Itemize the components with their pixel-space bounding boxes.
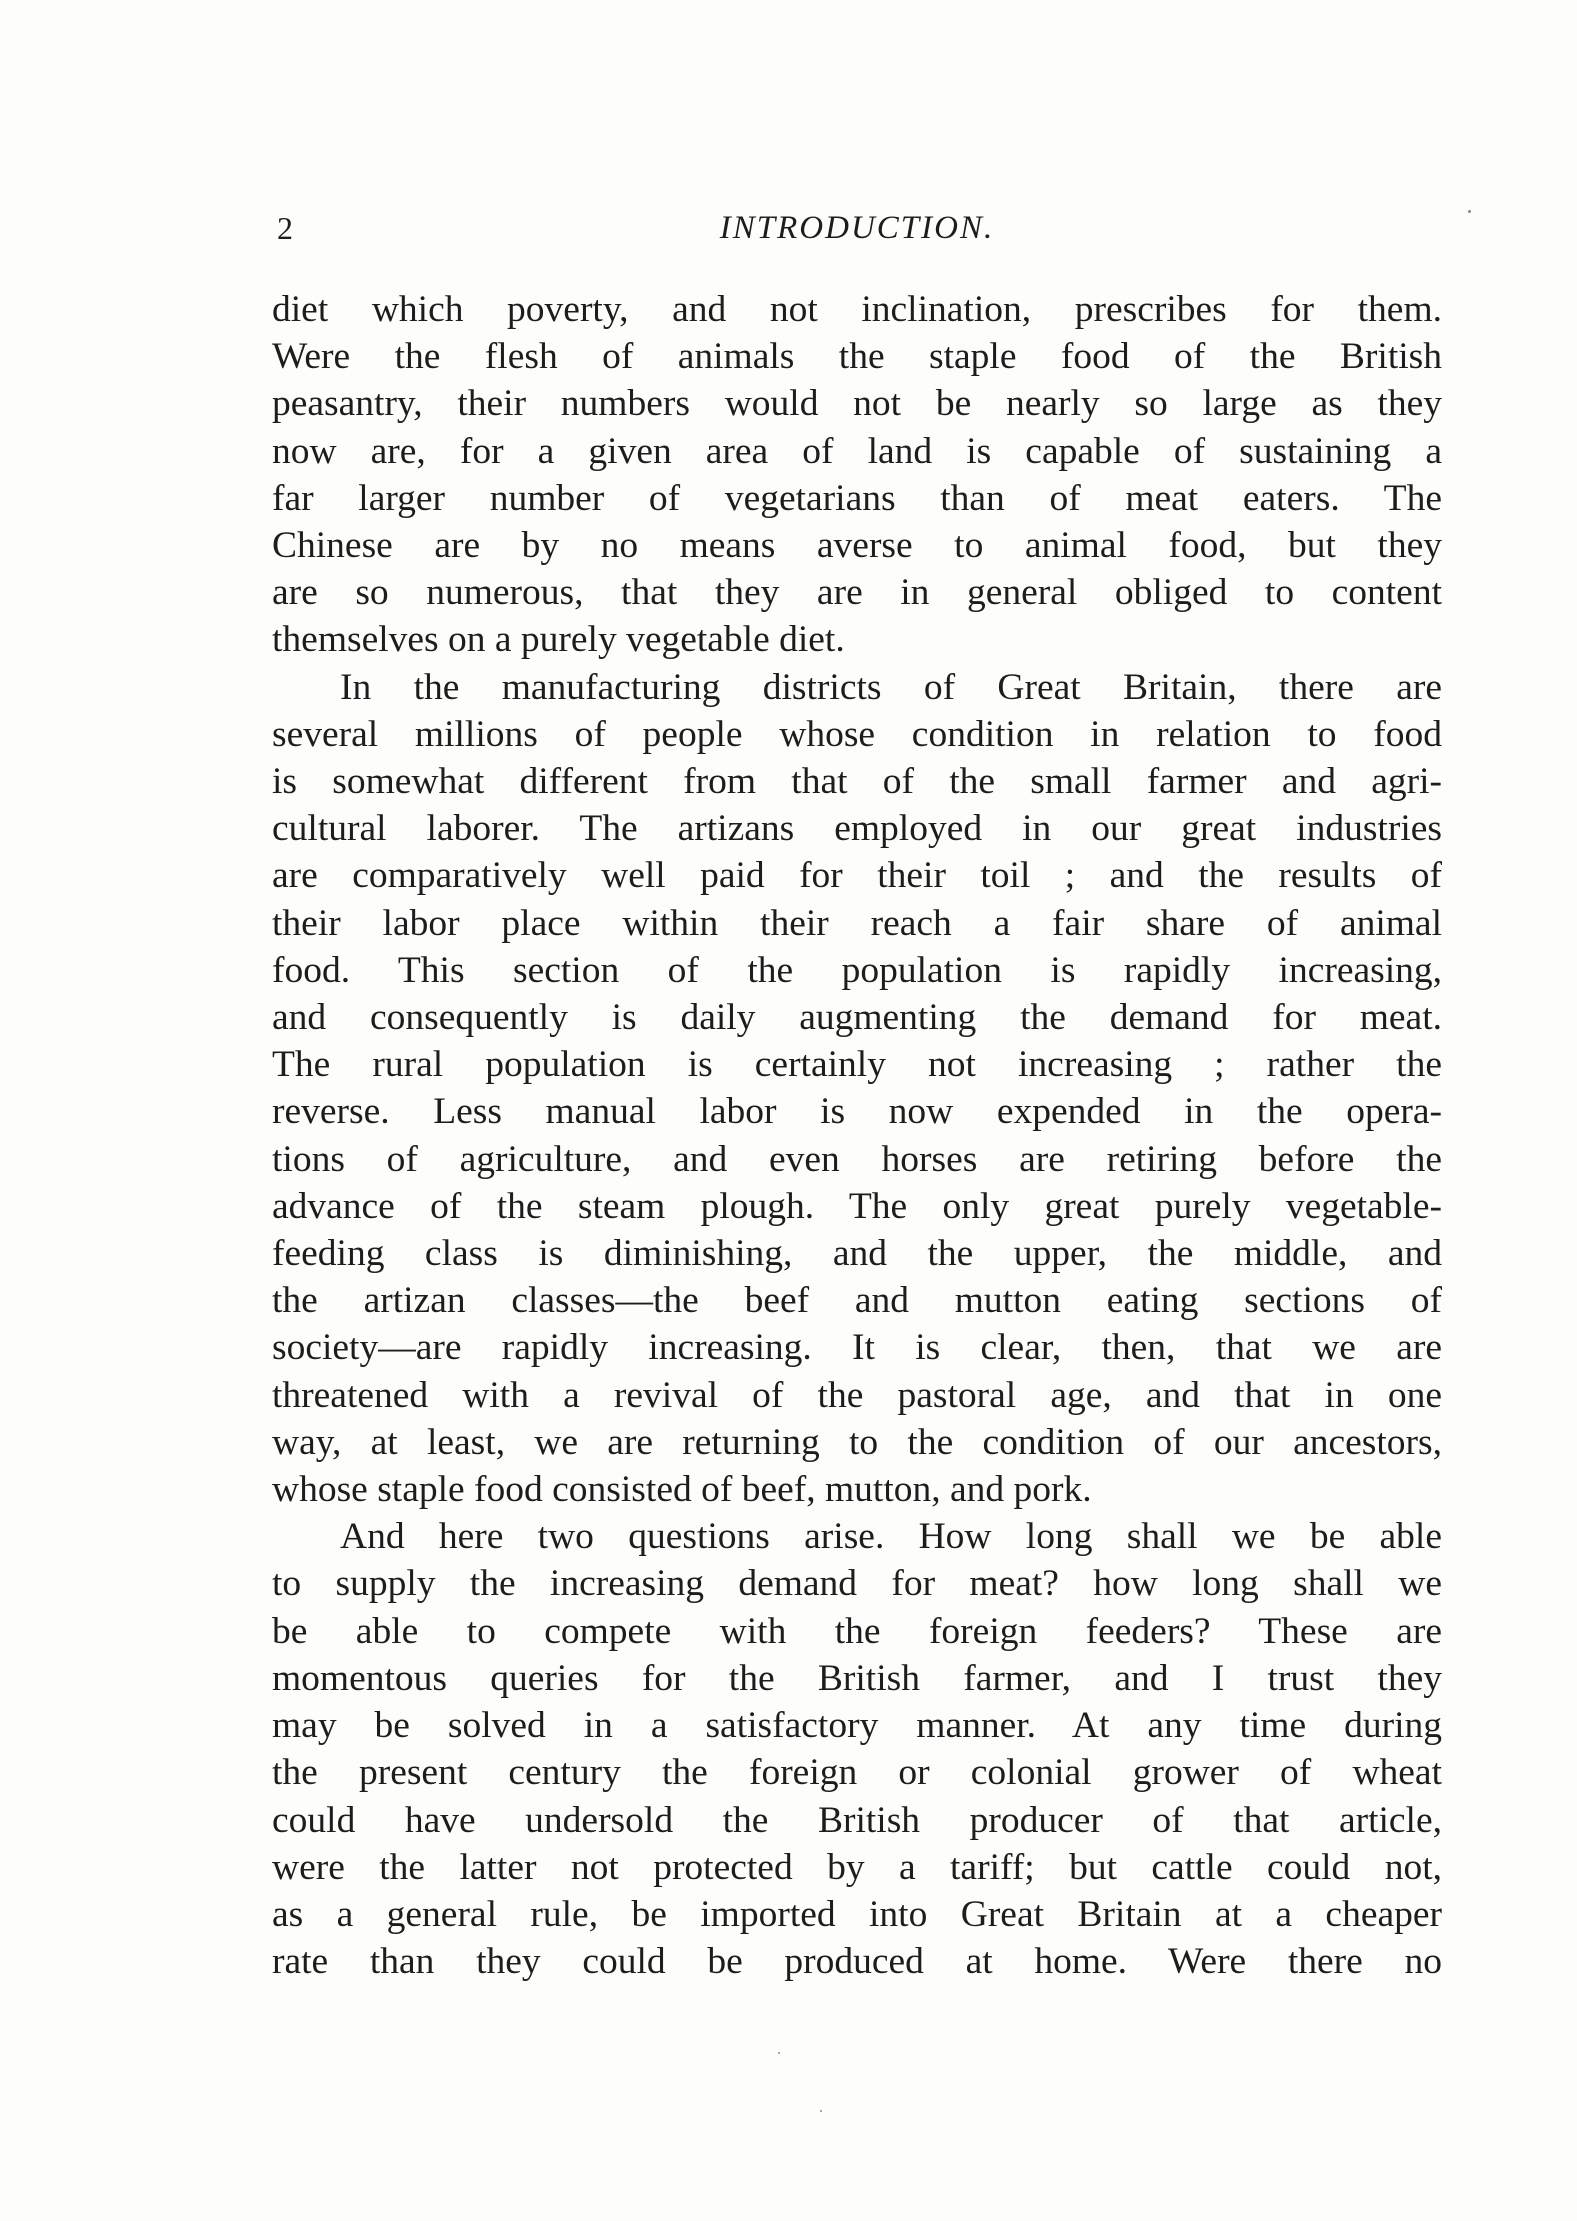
text-line: threatened with a revival of the pastoral age, and that in one (272, 1374, 1442, 1416)
page-number: 2 (277, 210, 293, 246)
text-line: Were the flesh of animals the staple food of the British (272, 336, 1442, 378)
text-line: The rural population is certainly not increasing ; rather the (272, 1044, 1442, 1086)
text-line: now are, for a given area of land is capable of sustaining a (272, 430, 1442, 472)
text-line: were the latter not protected by a tariff; but cattle could not, (272, 1846, 1442, 1888)
text-line: cultural laborer. The artizans employed in our great industries (272, 808, 1442, 850)
text-line: themselves on a purely vegetable diet. (272, 619, 845, 661)
text-line: is somewhat different from that of the small farmer and agri- (272, 761, 1442, 803)
text-line: could have undersold the British producer of that article, (272, 1799, 1442, 1841)
text-line: In the manufacturing districts of Great Britain, there are (340, 666, 1442, 708)
text-line: are comparatively well paid for their toil ; and the results of (272, 855, 1442, 897)
running-title: INTRODUCTION. (719, 210, 995, 246)
paper-speck (820, 2110, 822, 2112)
text-line: and consequently is daily augmenting the demand for meat. (272, 997, 1442, 1039)
paragraph-2 (272, 664, 1442, 1514)
text-line: peasantry, their numbers would not be nearly so large as they (272, 383, 1442, 425)
text-line: their labor place within their reach a fair share of animal (272, 902, 1442, 944)
text-line: diet which poverty, and not inclination, prescribes for them. (272, 289, 1442, 330)
paragraph-1 (272, 286, 1442, 664)
text-line: the artizan classes—the beef and mutton eating sections of (272, 1280, 1442, 1322)
text-line: Chinese are by no means averse to animal food, but they (272, 525, 1442, 567)
text-line: may be solved in a satisfactory manner. At any time during (272, 1705, 1442, 1747)
text-line: feeding class is diminishing, and the upper, the middle, and (272, 1233, 1442, 1275)
text-line: whose staple food consisted of beef, mutton, and pork. (272, 1469, 1092, 1511)
text-line: are so numerous, that they are in general obliged to content (272, 572, 1442, 614)
body-text (272, 286, 1442, 1985)
text-line: several millions of people whose condition in relation to food (272, 713, 1442, 755)
text-line: way, at least, we are returning to the condition of our ancestors, (272, 1421, 1442, 1463)
text-line: to supply the increasing demand for meat? how long shall we (272, 1563, 1442, 1605)
text-line: society—are rapidly increasing. It is clear, then, that we are (272, 1327, 1442, 1369)
text-line: momentous queries for the British farmer, and I trust they (272, 1657, 1442, 1699)
text-line: food. This section of the population is rapidly increasing, (272, 949, 1442, 991)
text-line: be able to compete with the foreign feeders? These are (272, 1610, 1442, 1652)
text-line: the present century the foreign or colonial grower of wheat (272, 1752, 1442, 1794)
text-line: as a general rule, be imported into Great Britain at a cheaper (272, 1893, 1442, 1935)
text-line: rate than they could be produced at home. Were there no (272, 1941, 1442, 1983)
text-line: reverse. Less manual labor is now expended in the opera- (272, 1091, 1442, 1133)
running-header (272, 204, 1442, 252)
text-line: advance of the steam plough. The only great purely vegetable- (272, 1185, 1442, 1227)
paper-speck (1468, 210, 1471, 213)
text-line: And here two questions arise. How long shall we be able (340, 1516, 1442, 1558)
text-line: tions of agriculture, and even horses are retiring before the (272, 1138, 1442, 1180)
paper-speck (778, 2052, 780, 2054)
text-line: far larger number of vegetarians than of meat eaters. The (272, 477, 1442, 519)
paragraph-3 (272, 1513, 1442, 1985)
